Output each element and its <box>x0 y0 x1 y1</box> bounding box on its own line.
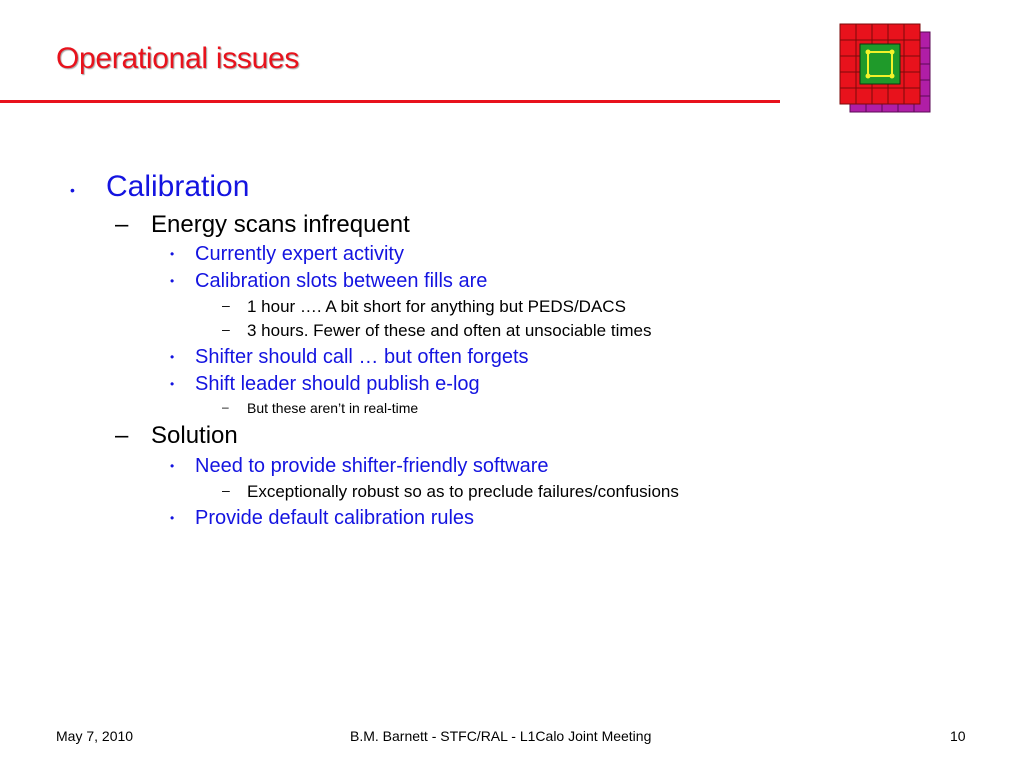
bullet-text: Shift leader should publish e-log <box>195 373 480 395</box>
sub-bullet-text: Energy scans infrequent <box>151 211 410 238</box>
dash-text: 1 hour …. A bit short for anything but PEDS/DACS <box>247 297 626 316</box>
bullet-text: Provide default calibration rules <box>195 507 475 529</box>
bullet-marker: • <box>170 350 175 364</box>
bullet-marker: • <box>170 247 175 261</box>
bullet-marker: • <box>70 182 75 198</box>
dash-marker: – <box>115 211 129 238</box>
page-number: 10 <box>950 728 966 744</box>
bullet-text: Calibration slots between fills are <box>195 270 488 292</box>
dash-marker: – <box>222 400 229 414</box>
l1calo-grid-logo-icon <box>838 20 934 116</box>
bullet-text: Currently expert activity <box>195 243 404 265</box>
bullet-marker: • <box>170 377 175 391</box>
bullet-text: Calibration <box>106 170 250 203</box>
dash-text: 3 hours. Fewer of these and often at unsociable times <box>247 321 652 340</box>
bullet-marker: • <box>170 274 175 288</box>
bullet-text: Shifter should call … but often forgets <box>195 346 529 368</box>
dash-marker: – <box>222 321 230 337</box>
dash-marker: – <box>222 297 230 313</box>
footer-center-text: B.M. Barnett - STFC/RAL - L1Calo Joint Meeting <box>350 728 652 744</box>
bullet-marker: • <box>170 511 175 525</box>
dash-text: But these aren’t in real-time <box>247 400 419 416</box>
bullet-text: Need to provide shifter-friendly software <box>195 455 549 477</box>
footer-date: May 7, 2010 <box>56 728 134 744</box>
sub-bullet-text: Solution <box>151 422 238 449</box>
bullet-marker: • <box>170 459 175 473</box>
title-underline <box>0 100 780 103</box>
logo-front-grid <box>840 24 920 104</box>
slide-title: Operational issues <box>56 42 300 75</box>
dash-marker: – <box>222 482 230 498</box>
dash-text: Exceptionally robust so as to preclude failures/confusions <box>247 482 679 501</box>
dash-marker: – <box>115 422 129 449</box>
